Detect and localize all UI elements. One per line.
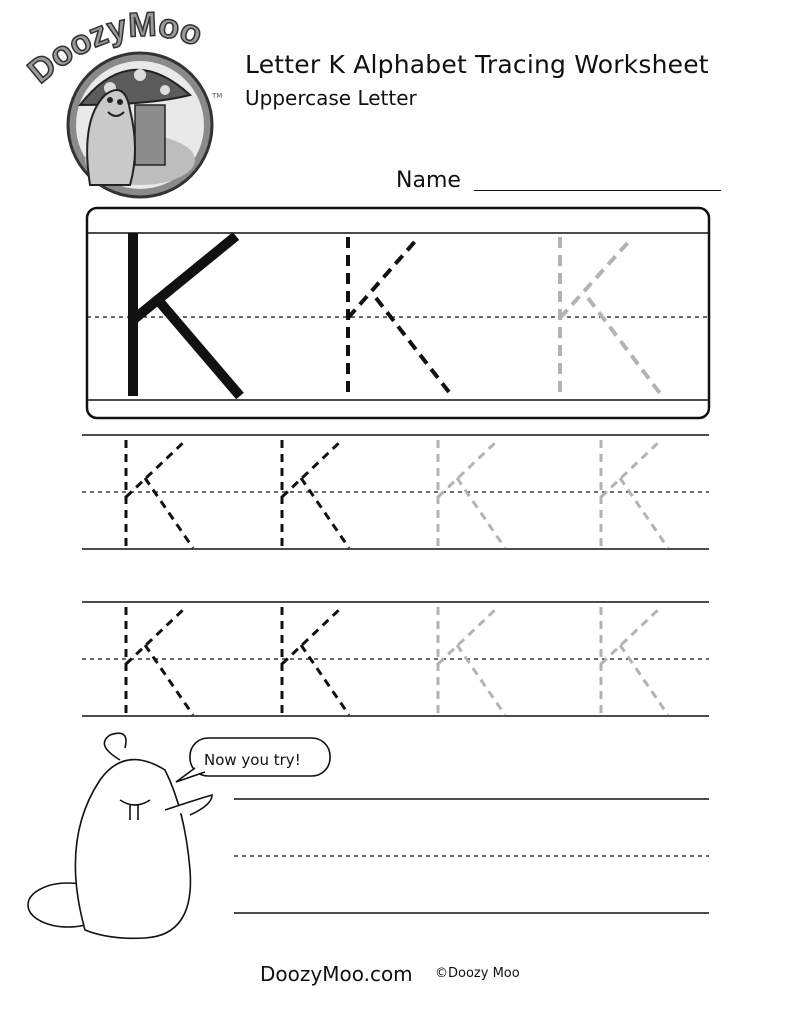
trace-k-4 (601, 440, 668, 548)
solid-letter-k (133, 233, 240, 396)
logo-wordmark: DoozyMoo (20, 5, 208, 91)
trace-k-6 (282, 607, 349, 715)
trademark-mark: TM (212, 92, 223, 100)
trace-k-3 (438, 440, 505, 548)
footer-site-link[interactable]: DoozyMoo.com (260, 962, 413, 986)
trace-k-1 (126, 440, 193, 548)
trace-k-5 (126, 607, 193, 715)
doozymoo-logo (21, 5, 235, 197)
worksheet-subtitle: Uppercase Letter (245, 86, 417, 110)
model-letter-box (87, 208, 709, 418)
trace-k-7 (438, 607, 505, 715)
mascot-creature (28, 733, 212, 938)
speech-bubble-text: Now you try! (204, 751, 301, 769)
trace-k-8 (601, 607, 668, 715)
name-input-line[interactable] (474, 190, 721, 191)
tracing-row-1 (82, 435, 709, 549)
tracing-row-2 (82, 602, 709, 716)
name-label: Name (396, 168, 461, 193)
footer-copyright: ©Doozy Moo (435, 966, 520, 981)
free-writing-lines (234, 799, 709, 913)
trace-k-2 (282, 440, 349, 548)
worksheet-title: Letter K Alphabet Tracing Worksheet (245, 50, 709, 79)
